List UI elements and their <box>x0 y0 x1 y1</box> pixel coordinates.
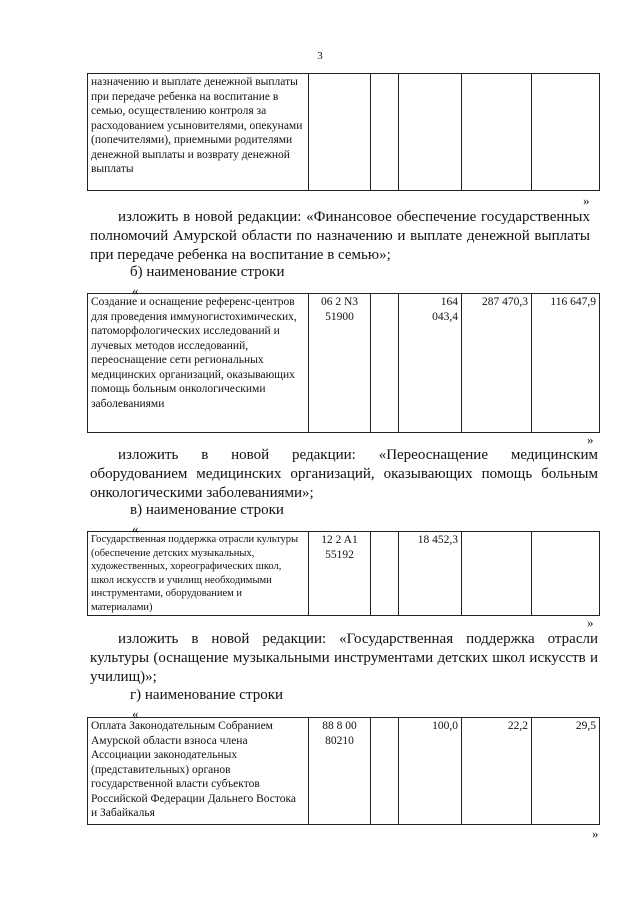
code-cell: 88 8 00 80210 <box>309 718 371 825</box>
closing-quote: » <box>587 615 594 630</box>
value-cell <box>462 532 532 616</box>
value-cell <box>532 532 600 616</box>
code-cell <box>309 74 371 191</box>
page-number: 3 <box>317 50 323 62</box>
empty-cell <box>371 532 399 616</box>
value-cell: 29,5 <box>532 718 600 825</box>
row-name-cell: Оплата Законодательным Собранием Амурской области взноса члена Ассоциации законодательных (представительных) органов государственной власти субъектов Российской Федерации Дальнего Востока и Забайкалья <box>88 718 309 825</box>
opening-quote: « <box>132 283 139 298</box>
value-cell <box>399 74 462 191</box>
row-name-cell: Создание и оснащение референс-центров для проведения иммуногистохимических, патоморфологических исследований и лучевых методов исследований, переоснащение сети региональных медицинских организаций, оказывающих помощь больным онкологическими заболеваниями <box>88 294 309 433</box>
row-name-cell: Государственная поддержка отрасли культуры (обеспечение детских музыкальных, художественных, хореографических школ, школ искусств и училищ необходимыми инструментами, оборудованием и материалами) <box>88 532 309 616</box>
item-label: б) наименование строки <box>130 264 285 280</box>
value-cell: 100,0 <box>399 718 462 825</box>
amendment-paragraph: изложить в новой редакции: «Государственная поддержка отрасли культуры (оснащение музыкальными инструментами детских школ искусств и училищ)»; <box>90 631 598 685</box>
value-cell <box>532 74 600 191</box>
empty-cell <box>371 294 399 433</box>
table-row-2 <box>87 293 600 433</box>
value-cell: 116 647,9 <box>532 294 600 433</box>
value-cell <box>462 74 532 191</box>
value-cell: 164 043,4 <box>399 294 462 433</box>
value-cell: 287 470,3 <box>462 294 532 433</box>
amendment-paragraph: изложить в новой редакции: «Переоснащение медицинским оборудованием медицинских организаций, оказывающих помощь больным онкологическими заболеваниями»; <box>90 447 598 501</box>
table-row-4 <box>87 717 600 825</box>
code-cell: 12 2 A1 55192 <box>309 532 371 616</box>
opening-quote: « <box>132 521 139 536</box>
amendment-paragraph: изложить в новой редакции: «Финансовое обеспечение государственных полномочий Амурской области по назначению и выплате денежной выплаты при передаче ребенка на воспитание в семью»; <box>90 209 590 263</box>
table-row-1 <box>87 73 600 191</box>
closing-quote: » <box>592 826 599 841</box>
item-label: в) наименование строки <box>130 502 284 518</box>
code-cell: 06 2 N3 51900 <box>309 294 371 433</box>
empty-cell <box>371 718 399 825</box>
empty-cell <box>371 74 399 191</box>
table-row-3 <box>87 531 600 616</box>
closing-quote: » <box>583 193 590 208</box>
opening-quote: « <box>132 706 139 721</box>
value-cell: 18 452,3 <box>399 532 462 616</box>
value-cell: 22,2 <box>462 718 532 825</box>
item-label: г) наименование строки <box>130 687 284 703</box>
closing-quote: » <box>587 432 594 447</box>
row-name-cell: назначению и выплате денежной выплаты при передаче ребенка на воспитание в семью, осуществлению контроля за расходованием усыновителями, опекунами (попечителями), приемными родителями денежной выплаты и возврату денежной выплаты <box>88 74 309 191</box>
